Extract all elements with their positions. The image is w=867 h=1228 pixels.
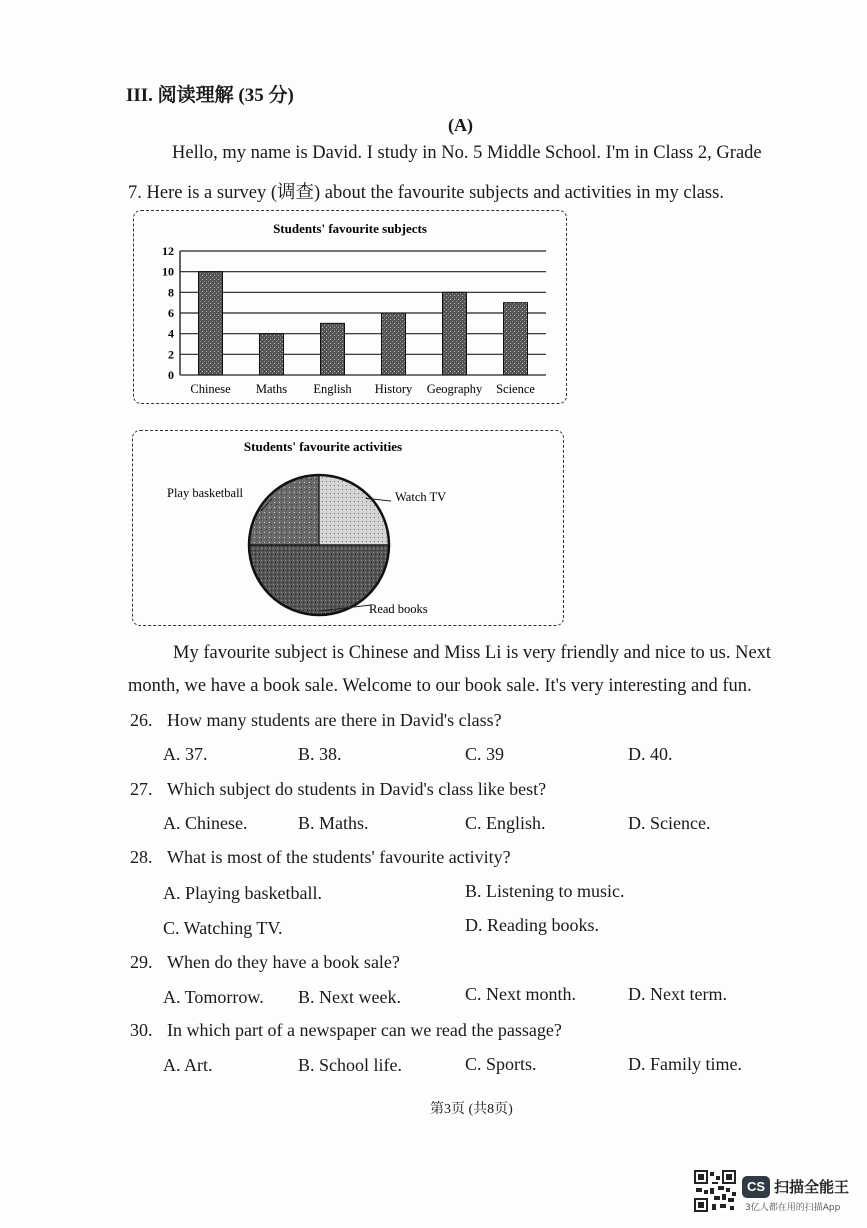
intro-line-2: 7. Here is a survey (调查) about the favourite subjects and activities in my class.	[128, 183, 724, 203]
option-27-d[interactable]: D. Science.	[628, 813, 711, 833]
option-29-a[interactable]: A. Tomorrow.	[163, 987, 264, 1007]
question-number: 28.	[130, 847, 153, 867]
qr-code-icon	[694, 1170, 736, 1212]
x-tick-label: Chinese	[190, 382, 231, 396]
question-number: 26.	[130, 710, 153, 730]
option-27-c[interactable]: C. English.	[465, 813, 546, 833]
x-tick-label: History	[374, 382, 413, 396]
option-29-b[interactable]: B. Next week.	[298, 987, 401, 1007]
subjects-bar-chart	[134, 211, 566, 403]
pie-label: Play basketball	[167, 486, 244, 500]
y-tick-label: 2	[168, 347, 174, 362]
question-text: Which subject do students in David's class like best?	[167, 779, 547, 799]
option-29-d[interactable]: D. Next term.	[628, 984, 727, 1004]
camscanner-logo: CS	[742, 1176, 770, 1198]
question-text: What is most of the students' favourite activity?	[167, 847, 511, 867]
closing-line-1: My favourite subject is Chinese and Miss Li is very friendly and nice to us. Next	[173, 643, 772, 663]
bar-history	[382, 313, 406, 375]
camscanner-title: 扫描全能王	[774, 1178, 850, 1196]
pie-chart-title: Students' favourite activities	[243, 439, 403, 454]
camscanner-subtitle: 3亿人都在用的扫描App	[745, 1203, 841, 1213]
bar-chart-title: Students' favourite subjects	[273, 221, 427, 236]
bar-geography	[443, 292, 467, 375]
option-27-a[interactable]: A. Chinese.	[163, 813, 248, 833]
option-26-a[interactable]: A. 37.	[163, 744, 208, 764]
intro-line-1: Hello, my name is David. I study in No. 5 Middle School. I'm in Class 2, Grade	[172, 143, 762, 163]
part-label: (A)	[448, 115, 473, 135]
bar-chinese	[199, 272, 223, 375]
x-tick-label: Maths	[255, 382, 288, 396]
question-28	[130, 847, 511, 868]
question-number: 29.	[130, 952, 153, 972]
option-30-c[interactable]: C. Sports.	[465, 1054, 537, 1074]
option-30-a[interactable]: A. Art.	[163, 1055, 213, 1075]
y-tick-label: 6	[168, 306, 174, 320]
option-27-b[interactable]: B. Maths.	[298, 813, 369, 833]
x-tick-label: English	[313, 382, 352, 396]
option-30-b[interactable]: B. School life.	[298, 1055, 402, 1075]
option-28-b[interactable]: B. Listening to music.	[465, 881, 625, 901]
pie-chart-frame	[132, 430, 564, 626]
pie-label: Watch TV	[395, 490, 447, 504]
x-tick-label: Geography	[426, 382, 483, 396]
page-footer: 第3页 (共8页)	[430, 1102, 513, 1117]
pie-slice-read-books	[249, 545, 389, 615]
y-tick-label: 10	[162, 264, 174, 279]
option-30-d[interactable]: D. Family time.	[628, 1054, 742, 1074]
x-tick-label: Science	[496, 382, 535, 396]
activities-pie-chart	[133, 431, 563, 625]
bar-chart-frame	[133, 210, 567, 404]
question-text: In which part of a newspaper can we read the passage?	[167, 1020, 562, 1040]
question-text: How many students are there in David's class?	[167, 710, 502, 730]
option-26-b[interactable]: B. 38.	[298, 744, 342, 764]
option-29-c[interactable]: C. Next month.	[465, 984, 576, 1004]
option-28-a[interactable]: A. Playing basketball.	[163, 883, 322, 903]
question-number: 30.	[130, 1020, 153, 1040]
bar-science	[504, 303, 528, 375]
bar-english	[321, 323, 345, 375]
y-tick-label: 8	[168, 285, 174, 300]
y-tick-label: 4	[168, 326, 174, 341]
option-28-c[interactable]: C. Watching TV.	[163, 918, 283, 938]
question-30	[130, 1020, 562, 1041]
option-26-d[interactable]: D. 40.	[628, 744, 673, 764]
question-number: 27.	[130, 779, 153, 799]
question-29	[130, 952, 400, 973]
bar-maths	[260, 334, 284, 375]
y-tick-label: 12	[162, 244, 174, 258]
option-26-c[interactable]: C. 39	[465, 744, 505, 764]
y-tick-label: 0	[168, 368, 174, 382]
option-28-d[interactable]: D. Reading books.	[465, 915, 599, 935]
question-27	[130, 779, 546, 800]
closing-line-2: month, we have a book sale. Welcome to our book sale. It's very interesting and fun.	[128, 676, 752, 696]
pie-label: Read books	[369, 602, 428, 616]
section-title: III. 阅读理解 (35 分)	[126, 85, 294, 106]
question-text: When do they have a book sale?	[167, 952, 400, 972]
question-26	[130, 710, 502, 731]
